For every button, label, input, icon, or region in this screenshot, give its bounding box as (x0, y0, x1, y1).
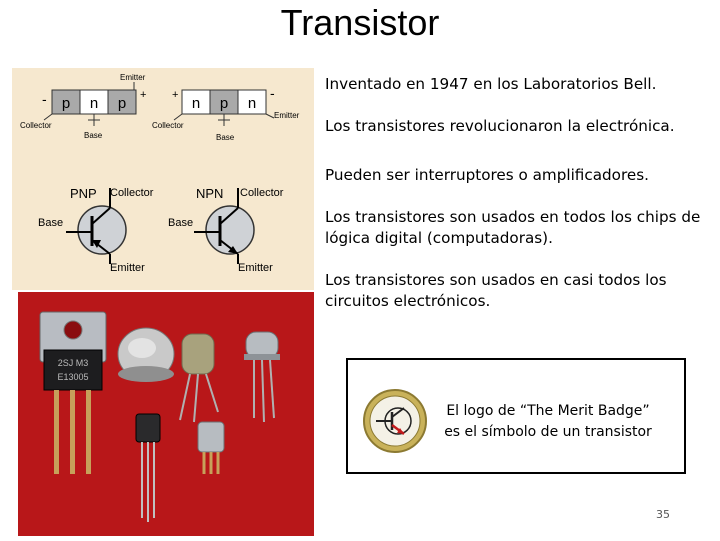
pnp-symbol-base: Base (38, 217, 64, 229)
bullet-item: Pueden ser interruptores o amplificadores. (325, 166, 649, 184)
pnp-left-sign: - (42, 91, 47, 107)
pnp-layer-3: p (117, 95, 127, 112)
transistor-diagram-svg (12, 68, 314, 290)
bullet-list (325, 74, 715, 312)
npn-block (152, 85, 300, 142)
npn-base-label: Base (216, 133, 235, 142)
pnp-layer-1: p (61, 95, 71, 112)
power-transistor-marking-2: E13005 (57, 372, 89, 382)
bullet-item: Los transistores son usados en todos los chips de lógica digital (computadoras). (325, 208, 701, 247)
transistors-photo-svg (18, 292, 314, 536)
bullet-item: Los transistores revolucionaron la electrónica. (325, 117, 675, 135)
transistors-photo (18, 292, 314, 536)
npn-right-sign: - (270, 85, 275, 101)
pnp-right-sign: + (140, 89, 147, 101)
npn-type-label: NPN (196, 186, 224, 201)
merit-badge-caption-line-1: El logo de “The Merit Badge” (446, 403, 650, 419)
npn-layer-3: n (247, 95, 257, 112)
pnp-layer-2: n (89, 95, 99, 112)
bullet-item: Los transistores son usados en casi todos los circuitos electrónicos. (325, 271, 667, 310)
merit-badge-caption-line-2: es el símbolo de un transistor (444, 424, 652, 440)
npn-emitter-label: Emitter (274, 111, 300, 120)
merit-badge-caption (438, 401, 658, 443)
bullet-item: Inventado en 1947 en los Laboratorios Bell. (325, 75, 657, 93)
pnp-base-label: Base (84, 131, 103, 140)
npn-symbol-emitter: Emitter (238, 262, 273, 274)
page-number: 35 (656, 508, 670, 521)
pnp-symbol-collector: Collector (110, 187, 154, 199)
npn-symbol-collector: Collector (240, 187, 284, 199)
slide-title: Transistor (280, 2, 440, 43)
merit-badge-box (346, 358, 686, 474)
pnp-collector-label: Collector (20, 121, 52, 130)
merit-badge-icon (362, 388, 428, 454)
npn-layer-1: n (191, 95, 201, 112)
pnp-symbol-emitter: Emitter (110, 262, 145, 274)
pnp-emitter-label: Emitter (120, 73, 146, 82)
npn-layer-2: p (219, 95, 229, 112)
metal-can-transistor (118, 328, 174, 382)
npn-symbol (168, 186, 284, 274)
npn-collector-label: Collector (152, 121, 184, 130)
npn-symbol-base: Base (168, 217, 194, 229)
power-transistor-marking-1: 2SJ M3 (57, 358, 89, 368)
pnp-symbol (38, 186, 154, 274)
transistor-diagram (12, 68, 314, 290)
npn-left-sign: + (172, 89, 179, 101)
pnp-type-label: PNP (70, 186, 97, 201)
pnp-block (20, 73, 146, 140)
